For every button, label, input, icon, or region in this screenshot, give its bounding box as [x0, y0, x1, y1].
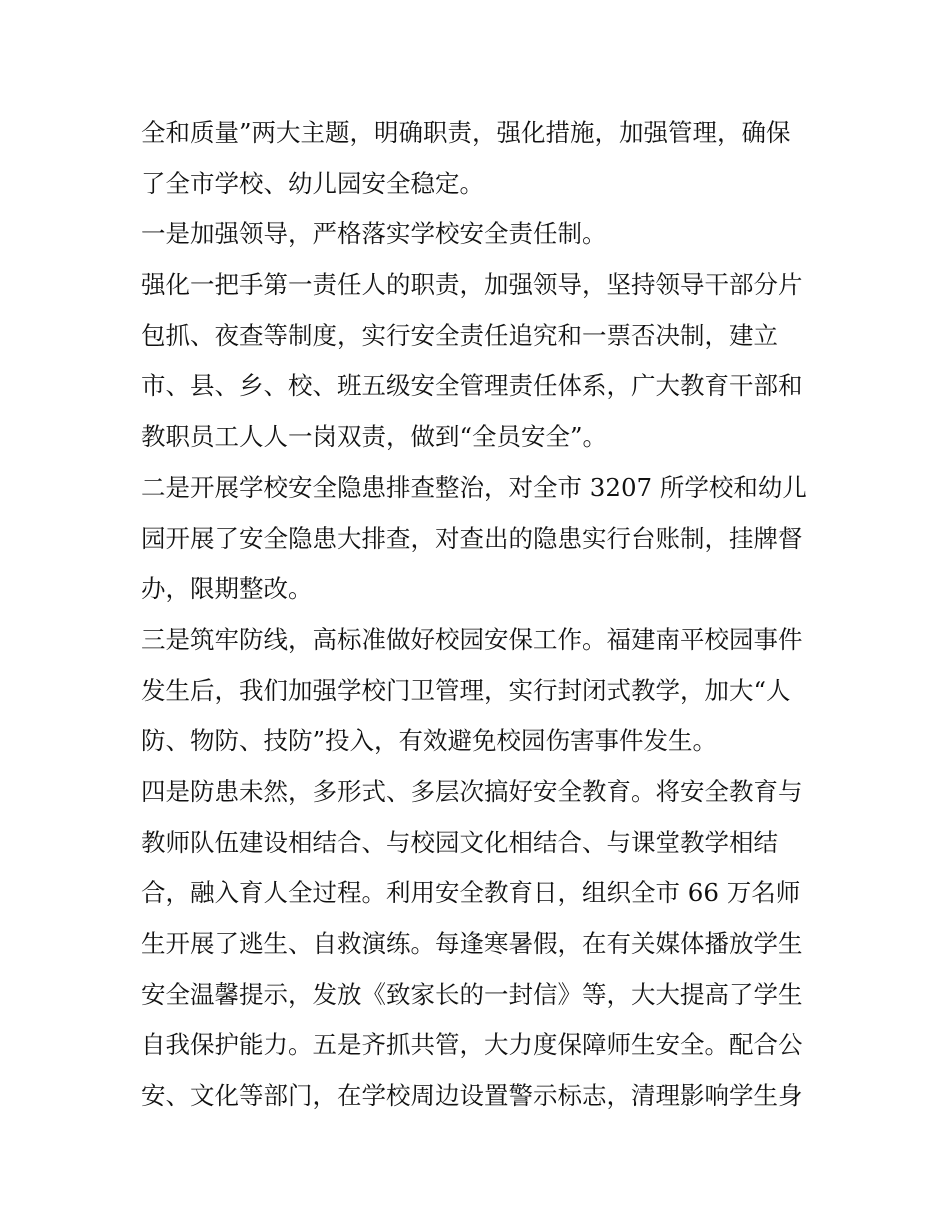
text-line: 二是开展学校安全隐患排查整治，对全市 3207 所学校和幼儿	[141, 472, 807, 502]
document-body	[141, 108, 813, 1122]
text-line: 包抓、夜查等制度，实行安全责任追究和一票否决制，建立	[141, 320, 778, 350]
text-line: 园开展了安全隐患大排查，对查出的隐患实行台账制，挂牌督	[141, 523, 803, 553]
text-line: 三是筑牢防线，高标准做好校园安保工作。福建南平校园事件	[141, 624, 803, 654]
text-line: 自我保护能力。五是齐抓共管，大力度保障师生安全。配合公	[141, 1030, 803, 1060]
text-line: 一是加强领导，严格落实学校安全责任制。	[141, 219, 607, 249]
text-line: 了全市学校、幼儿园安全稳定。	[141, 168, 484, 198]
text-line: 防、物防、技防”投入，有效避免校园伤害事件发生。	[141, 726, 718, 756]
text-line: 办，限期整改。	[141, 574, 313, 604]
text-line: 发生后，我们加强学校门卫管理，实行封闭式教学，加大“人	[141, 675, 791, 705]
text-line: 四是防患未然，多形式、多层次搞好安全教育。将安全教育与	[141, 776, 803, 806]
text-line: 安全温馨提示，发放《致家长的一封信》等，大大提高了学生	[141, 979, 803, 1009]
text-line: 安、文化等部门，在学校周边设置警示标志，清理影响学生身	[141, 1081, 803, 1111]
text-line: 全和质量”两大主题，明确职责，强化措施，加强管理，确保	[141, 118, 791, 147]
text-line: 市、县、乡、校、班五级安全管理责任体系，广大教育干部和	[141, 371, 803, 401]
text-line: 教职员工人人一岗双责，做到“全员安全”。	[141, 422, 608, 452]
text-line: 教师队伍建设相结合、与校园文化相结合、与课堂教学相结	[141, 827, 778, 857]
text-line: 合，融入育人全过程。利用安全教育日，组织全市 66 万名师	[141, 878, 801, 908]
text-line: 强化一把手第一责任人的职责，加强领导，坚持领导干部分片	[141, 270, 803, 300]
text-line: 生开展了逃生、自救演练。每逢寒暑假，在有关媒体播放学生	[141, 929, 803, 958]
